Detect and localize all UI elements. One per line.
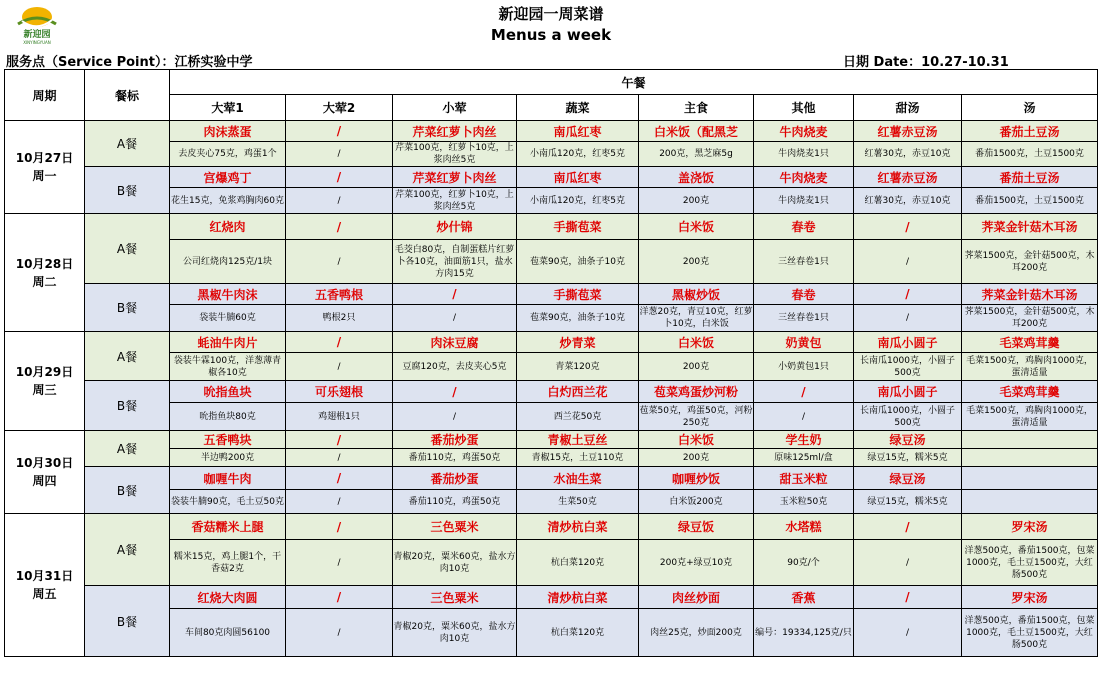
dish-name: 牛肉烧麦 <box>754 167 854 188</box>
dish-ingredients: 200克+绿豆10克 <box>639 540 754 586</box>
dish-name: 红烧大肉圆 <box>170 586 286 609</box>
day-date: 10月27日 <box>15 151 74 165</box>
dish-ingredients: 200克 <box>639 449 754 467</box>
dish-ingredients: 芹菜100克，红萝卜10克，上浆肉丝5克 <box>393 188 517 214</box>
dish-ingredients: 杭白菜120克 <box>517 609 639 657</box>
meal-header: 餐标 <box>85 70 170 121</box>
day-cell <box>5 431 85 514</box>
dish-name: 荠菜金针菇木耳汤 <box>962 214 1098 240</box>
column-header: 小荤 <box>393 95 517 121</box>
dish-name: 南瓜红枣 <box>517 121 639 142</box>
dish-ingredients: 荠菜1500克，金针菇500克，木耳200克 <box>962 305 1098 332</box>
dish-ingredients: 原味125ml/盒 <box>754 449 854 467</box>
column-header: 蔬菜 <box>517 95 639 121</box>
day-weekday: 周二 <box>32 274 57 289</box>
dish-ingredients: 长南瓜1000克，小圆子500克 <box>854 353 962 381</box>
dish-ingredients: 白米饭200克 <box>639 490 754 514</box>
dish-name: 清炒杭白菜 <box>517 586 639 609</box>
menu-date: 日期 Date：10.27-10.31 <box>843 55 1009 70</box>
meal-label: A餐 <box>85 514 170 586</box>
dish-ingredients: 西兰花50克 <box>517 403 639 431</box>
dish-ingredients: 长南瓜1000克，小圆子500克 <box>854 403 962 431</box>
dish-ingredients: 红薯30克，赤豆10克 <box>854 142 962 167</box>
column-header: 汤 <box>962 95 1098 121</box>
dish-name: / <box>286 167 393 188</box>
lunch-header: 午餐 <box>170 70 1098 95</box>
dish-ingredients: 三丝春卷1只 <box>754 240 854 284</box>
dish-name: 肉丝炒面 <box>639 586 754 609</box>
day-date: 10月28日 <box>15 256 74 271</box>
column-header: 主食 <box>639 95 754 121</box>
dish-ingredients: 青菜120克 <box>517 353 639 381</box>
dish-name: 荠菜金针菇木耳汤 <box>962 284 1098 305</box>
dish-name: 三色粟米 <box>393 514 517 540</box>
dish-ingredients: / <box>393 403 517 431</box>
dish-ingredients: 肉丝25克，炒面200克 <box>639 609 754 657</box>
dish-name: 青椒土豆丝 <box>517 431 639 449</box>
meal-label: B餐 <box>85 284 170 332</box>
dish-name: 绿豆汤 <box>854 467 962 490</box>
meal-label: B餐 <box>85 381 170 431</box>
meal-label: B餐 <box>85 586 170 657</box>
dish-ingredients <box>962 449 1098 467</box>
dish-name: 黑椒牛肉沫 <box>170 284 286 305</box>
dish-name: 红薯赤豆汤 <box>854 121 962 142</box>
day-cell <box>5 121 85 214</box>
dish-ingredients: 编号：19334,125克/只 <box>754 609 854 657</box>
dish-name: 蚝油牛肉片 <box>170 332 286 353</box>
dish-name: 肉沫豆腐 <box>393 332 517 353</box>
dish-name: 绿豆饭 <box>639 514 754 540</box>
dish-ingredients: 袋装牛腩90克，毛土豆50克 <box>170 490 286 514</box>
dish-ingredients: 番茄1500克，土豆1500克 <box>962 188 1098 214</box>
dish-ingredients: 绿豆15克，糯米5克 <box>854 449 962 467</box>
dish-name: 香蕉 <box>754 586 854 609</box>
dish-name: 绿豆汤 <box>854 431 962 449</box>
dish-ingredients: 公司红烧肉125克/1块 <box>170 240 286 284</box>
dish-name: 芹菜红萝卜肉丝 <box>393 167 517 188</box>
dish-name: 三色粟米 <box>393 586 517 609</box>
dish-name: / <box>854 214 962 240</box>
dish-name: 学生奶 <box>754 431 854 449</box>
dish-ingredients: 小南瓜120克，红枣5克 <box>517 142 639 167</box>
dish-ingredients: / <box>854 540 962 586</box>
dish-name: 香菇糯米上腿 <box>170 514 286 540</box>
dish-name: 水油生菜 <box>517 467 639 490</box>
week-header: 周期 <box>5 70 85 121</box>
dish-name: / <box>286 431 393 449</box>
day-weekday: 周四 <box>32 474 57 488</box>
dish-ingredients: 小奶黄包1只 <box>754 353 854 381</box>
dish-name: 奶黄包 <box>754 332 854 353</box>
dish-name: 芹菜红萝卜肉丝 <box>393 121 517 142</box>
dish-name: 罗宋汤 <box>962 586 1098 609</box>
dish-name: 炒青菜 <box>517 332 639 353</box>
meal-label: B餐 <box>85 467 170 514</box>
dish-ingredients: 半边鸭200克 <box>170 449 286 467</box>
page-subtitle: Menus a week <box>490 26 612 44</box>
column-header: 甜汤 <box>854 95 962 121</box>
dish-name: 白米饭（配黑芝 <box>639 121 754 142</box>
dish-name: 南瓜红枣 <box>517 167 639 188</box>
day-weekday: 周一 <box>32 169 57 183</box>
dish-name: 手撕苞菜 <box>517 284 639 305</box>
dish-name: / <box>393 284 517 305</box>
dish-ingredients: 毛菜1500克，鸡胸肉1000克，蛋清适量 <box>962 353 1098 381</box>
dish-name: 黑椒炒饭 <box>639 284 754 305</box>
dish-name: 五香鸭根 <box>286 284 393 305</box>
dish-ingredients: 200克，黑芝麻5g <box>639 142 754 167</box>
dish-ingredients: / <box>854 609 962 657</box>
dish-ingredients: 青椒20克，粟米60克，盐水方肉10克 <box>393 540 517 586</box>
dish-ingredients: 鸡翅根1只 <box>286 403 393 431</box>
meal-label: A餐 <box>85 431 170 467</box>
dish-name: 毛菜鸡茸羹 <box>962 381 1098 403</box>
service-point: 服务点（Service Point）：江桥实验中学 <box>6 55 253 70</box>
svg-text:新迎园: 新迎园 <box>23 30 51 40</box>
dish-name: / <box>854 514 962 540</box>
dish-ingredients: 袋装牛腩60克 <box>170 305 286 332</box>
dish-ingredients: / <box>854 240 962 284</box>
dish-name: 吮指鱼块 <box>170 381 286 403</box>
dish-ingredients: 糯米15克，鸡上腿1个，干香菇2克 <box>170 540 286 586</box>
dish-ingredients: 吮指鱼块80克 <box>170 403 286 431</box>
dish-ingredients: 豆腐120克，去皮夹心5克 <box>393 353 517 381</box>
dish-name: 南瓜小圆子 <box>854 332 962 353</box>
dish-name: / <box>286 214 393 240</box>
day-date: 10月29日 <box>15 365 74 379</box>
dish-ingredients: / <box>286 449 393 467</box>
meal-label: A餐 <box>85 214 170 284</box>
dish-name: 宫爆鸡丁 <box>170 167 286 188</box>
dish-ingredients: 毛菜1500克，鸡胸肉1000克，蛋清适量 <box>962 403 1098 431</box>
dish-ingredients: 生菜50克 <box>517 490 639 514</box>
day-cell <box>5 514 85 657</box>
dish-ingredients: / <box>286 609 393 657</box>
dish-name: 白米饭 <box>639 431 754 449</box>
dish-name: / <box>286 332 393 353</box>
dish-name: / <box>286 514 393 540</box>
dish-ingredients: 去皮夹心75克，鸡蛋1个 <box>170 142 286 167</box>
dish-ingredients: / <box>286 142 393 167</box>
dish-ingredients: / <box>854 305 962 332</box>
dish-name: 可乐翅根 <box>286 381 393 403</box>
dish-ingredients: / <box>286 353 393 381</box>
dish-ingredients <box>962 490 1098 514</box>
dish-ingredients: 花生15克，免浆鸡胸肉60克 <box>170 188 286 214</box>
dish-ingredients: 袋装牛霖100克，洋葱薄青椒各10克 <box>170 353 286 381</box>
day-weekday: 周三 <box>32 383 57 397</box>
dish-ingredients: / <box>754 403 854 431</box>
meal-label: A餐 <box>85 121 170 167</box>
dish-ingredients: / <box>286 240 393 284</box>
dish-name: / <box>286 586 393 609</box>
dish-name: 白米饭 <box>639 332 754 353</box>
dish-ingredients: 荠菜1500克，金针菇500克，木耳200克 <box>962 240 1098 284</box>
dish-ingredients: / <box>393 305 517 332</box>
dish-name: 番茄土豆汤 <box>962 121 1098 142</box>
dish-ingredients: 青椒15克，土豆110克 <box>517 449 639 467</box>
dish-name <box>962 467 1098 490</box>
dish-ingredients: 洋葱20克，青豆10克，红萝卜10克，白米饭 <box>639 305 754 332</box>
dish-name: 番茄土豆汤 <box>962 167 1098 188</box>
dish-name: 盖浇饭 <box>639 167 754 188</box>
dish-ingredients: 苞菜90克，油条子10克 <box>517 240 639 284</box>
dish-name <box>962 431 1098 449</box>
dish-name: / <box>286 467 393 490</box>
dish-ingredients: / <box>286 540 393 586</box>
dish-ingredients: 杭白菜120克 <box>517 540 639 586</box>
dish-ingredients: 番茄1500克，土豆1500克 <box>962 142 1098 167</box>
dish-name: 咖喱炒饭 <box>639 467 754 490</box>
dish-ingredients: 绿豆15克，糯米5克 <box>854 490 962 514</box>
dish-ingredients: 三丝春卷1只 <box>754 305 854 332</box>
dish-ingredients: 毛茭白80克，自制蛋糕片红萝卜各10克，油面筋1只，盐水方肉15克 <box>393 240 517 284</box>
svg-text:XINYINGYUAN: XINYINGYUAN <box>23 40 51 45</box>
dish-name: 肉沫蒸蛋 <box>170 121 286 142</box>
dish-name: 甜玉米粒 <box>754 467 854 490</box>
dish-name: 红烧肉 <box>170 214 286 240</box>
day-cell <box>5 332 85 431</box>
dish-ingredients: 番茄110克，鸡蛋50克 <box>393 449 517 467</box>
dish-name: 手撕苞菜 <box>517 214 639 240</box>
dish-name: 炒什锦 <box>393 214 517 240</box>
dish-name: 南瓜小圆子 <box>854 381 962 403</box>
dish-name: 水塔糕 <box>754 514 854 540</box>
dish-name: 牛肉烧麦 <box>754 121 854 142</box>
meal-label: B餐 <box>85 167 170 214</box>
dish-ingredients: 番茄110克，鸡蛋50克 <box>393 490 517 514</box>
dish-ingredients: 车间80克肉圆56100 <box>170 609 286 657</box>
dish-ingredients: 苞菜50克，鸡蛋50克，河粉250克 <box>639 403 754 431</box>
weekly-menu-table <box>4 69 1098 657</box>
dish-name: / <box>854 284 962 305</box>
day-weekday: 周五 <box>32 587 57 601</box>
dish-ingredients: 芹菜100克，红萝卜10克，上浆肉丝5克 <box>393 142 517 167</box>
dish-ingredients: 小南瓜120克，红枣5克 <box>517 188 639 214</box>
dish-name: 春卷 <box>754 214 854 240</box>
dish-ingredients: 苞菜90克，油条子10克 <box>517 305 639 332</box>
dish-name: / <box>854 586 962 609</box>
dish-name: 清炒杭白菜 <box>517 514 639 540</box>
dish-ingredients: 200克 <box>639 353 754 381</box>
dish-ingredients: 洋葱500克，番茄1500克，包菜1000克，毛土豆1500克，大红肠500克 <box>962 609 1098 657</box>
dish-ingredients: 90克/个 <box>754 540 854 586</box>
dish-name: / <box>393 381 517 403</box>
dish-name: 番茄炒蛋 <box>393 467 517 490</box>
dish-ingredients: 200克 <box>639 188 754 214</box>
dish-ingredients: 牛肉烧麦1只 <box>754 142 854 167</box>
dish-name: 红薯赤豆汤 <box>854 167 962 188</box>
day-date: 10月30日 <box>15 456 74 470</box>
dish-ingredients: 红薯30克，赤豆10克 <box>854 188 962 214</box>
dish-ingredients: 200克 <box>639 240 754 284</box>
dish-ingredients: / <box>286 188 393 214</box>
column-header: 大荤1 <box>170 95 286 121</box>
dish-name: 五香鸭块 <box>170 431 286 449</box>
column-header: 大荤2 <box>286 95 393 121</box>
dish-name: 苞菜鸡蛋炒河粉 <box>639 381 754 403</box>
dish-name: 白灼西兰花 <box>517 381 639 403</box>
dish-ingredients: 鸭根2只 <box>286 305 393 332</box>
dish-name: 咖喱牛肉 <box>170 467 286 490</box>
day-cell <box>5 214 85 332</box>
page-title: 新迎园一周菜谱 <box>498 5 604 23</box>
dish-name: 白米饭 <box>639 214 754 240</box>
dish-ingredients: / <box>286 490 393 514</box>
dish-name: 罗宋汤 <box>962 514 1098 540</box>
dish-name: 春卷 <box>754 284 854 305</box>
day-date: 10月31日 <box>15 569 74 583</box>
dish-name: 番茄炒蛋 <box>393 431 517 449</box>
dish-name: / <box>754 381 854 403</box>
dish-ingredients: 青椒20克，粟米60克，盐水方肉10克 <box>393 609 517 657</box>
dish-ingredients: 玉米粒50克 <box>754 490 854 514</box>
column-header: 其他 <box>754 95 854 121</box>
dish-name: / <box>286 121 393 142</box>
dish-ingredients: 牛肉烧麦1只 <box>754 188 854 214</box>
meal-label: A餐 <box>85 332 170 381</box>
dish-name: 毛菜鸡茸羹 <box>962 332 1098 353</box>
dish-ingredients: 洋葱500克，番茄1500克，包菜1000克，毛土豆1500克，大红肠500克 <box>962 540 1098 586</box>
